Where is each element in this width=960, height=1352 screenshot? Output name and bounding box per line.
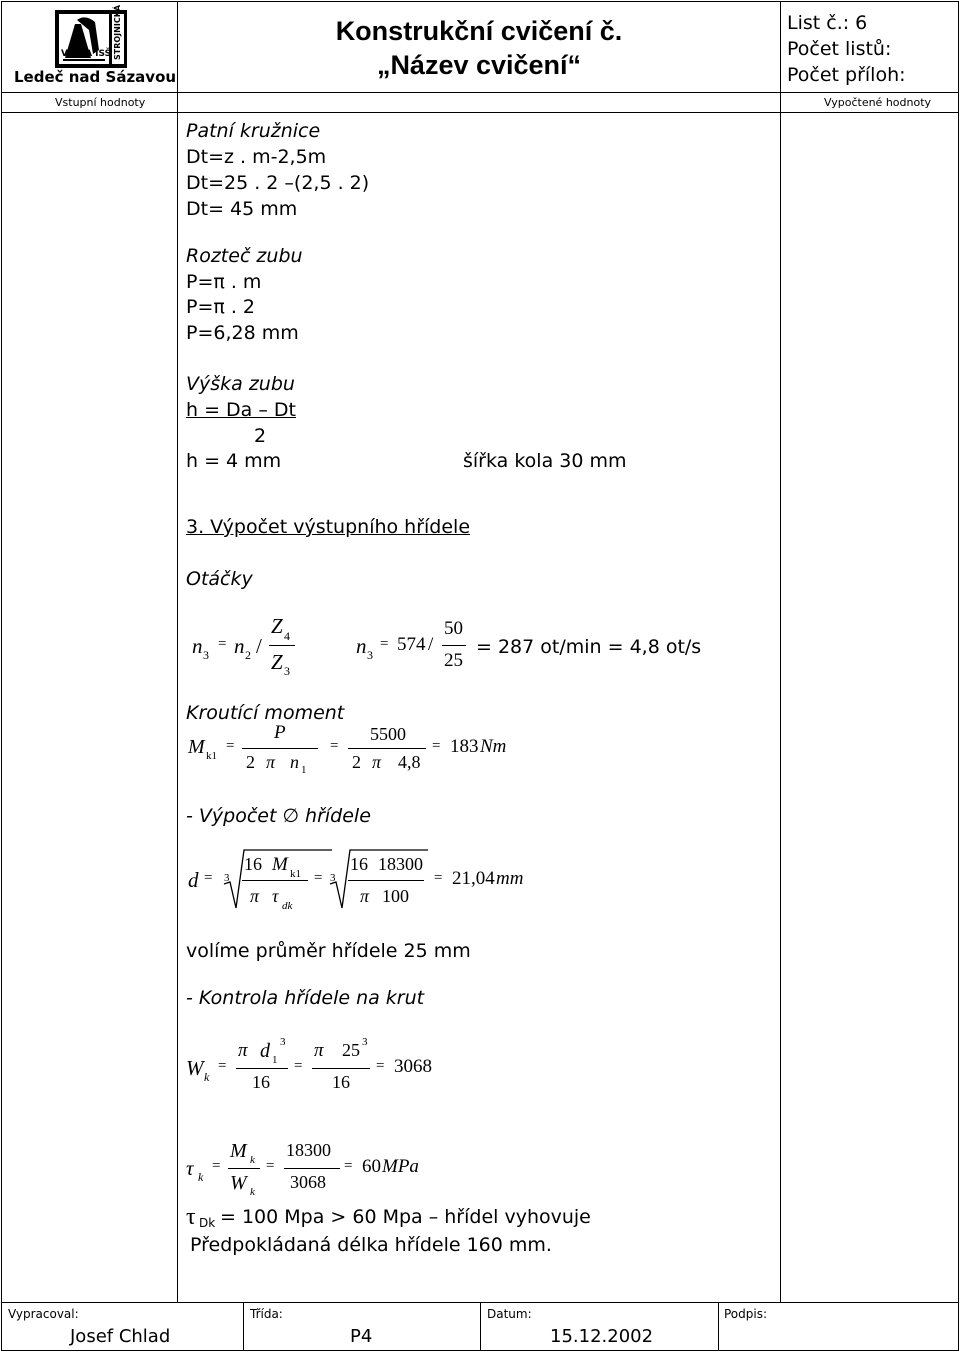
podpis-label: Podpis: (724, 1307, 768, 1321)
vypracoval-value: Josef Chlad (70, 1326, 171, 1347)
sub-3: 3 (367, 648, 373, 662)
patni-line: Dt= 45 mm (186, 198, 298, 220)
symbol-pi: π (266, 752, 276, 772)
fraction-bar (442, 645, 466, 646)
tau-dk-result: = 100 Mpa > 60 Mpa – hřídel vyhovuje (220, 1206, 591, 1228)
sub-2: 2 (245, 648, 251, 662)
sub-k: k (198, 1170, 204, 1184)
fraction-bar (236, 1068, 288, 1069)
sirka-kola: šířka kola 30 mm (463, 450, 627, 472)
var-m: M (230, 1140, 247, 1162)
sheet-number: List č.: 6 (787, 12, 868, 34)
school-name: Ledeč nad Sázavou (14, 68, 177, 86)
formula-krouticí-moment (186, 722, 546, 778)
vypocet-hridele-heading: - Výpočet ∅ hřídele (186, 805, 371, 827)
roztec-line: P=6,28 mm (186, 322, 299, 344)
sub-k: k (250, 1154, 255, 1166)
school-logo (55, 4, 127, 68)
var-n: n (356, 634, 367, 658)
kontrola-heading: - Kontrola hřídele na krut (186, 987, 425, 1009)
logo-text-school: VOŠ A ISŠ (61, 49, 112, 59)
footer-divider-1 (243, 1302, 244, 1351)
header-divider-right (780, 1, 781, 92)
unit-nm: Nm (480, 736, 507, 757)
var-d: d (260, 1040, 270, 1062)
tau-dk-line (186, 1204, 776, 1234)
equals: = (226, 738, 235, 754)
fraction-bar (228, 1168, 260, 1169)
header-bottom-line (1, 92, 959, 93)
unit-mpa: MPa (382, 1156, 419, 1177)
equals: = (314, 870, 323, 886)
var-n: n (192, 634, 203, 658)
equals: = (432, 738, 441, 754)
root-index: 3 (330, 872, 336, 884)
equals: = (266, 1158, 275, 1174)
fraction-bar (348, 880, 424, 881)
equals: = (204, 870, 213, 886)
value-16: 16 (332, 1072, 350, 1092)
sheet-count: Počet listů: (787, 38, 892, 60)
footer-divider-2 (480, 1302, 481, 1351)
trida-label: Třída: (250, 1307, 283, 1321)
slash: / (428, 634, 434, 655)
var-n: n (290, 752, 299, 772)
sub-1: 1 (272, 1054, 278, 1066)
formula-otacky-symbolic (186, 612, 306, 682)
fraction-bar (269, 645, 295, 646)
equals: = (344, 1158, 353, 1174)
equals: = (218, 636, 227, 652)
fraction-bar (348, 748, 426, 749)
equals: = (376, 1058, 385, 1074)
var-d: d (188, 868, 199, 892)
formula-tau-k (186, 1138, 466, 1198)
fraction-bar (242, 748, 318, 749)
patni-line: Dt=z . m-2,5m (186, 146, 327, 168)
sub-3: 3 (203, 648, 209, 662)
symbol-pi: π (250, 886, 260, 906)
fraction-bar (242, 880, 308, 881)
symbol-pi: π (238, 1040, 248, 1061)
sub-k1: k1 (290, 868, 301, 880)
sub-dk: dk (282, 900, 293, 912)
equals: = (330, 738, 339, 754)
value-60: 60 (362, 1156, 381, 1177)
sub-k1: k1 (206, 750, 217, 762)
var-z: Z (271, 614, 283, 638)
krouti-heading: Kroutící moment (186, 702, 345, 724)
equals: = (294, 1058, 303, 1074)
column-line-right (780, 92, 781, 1302)
value-100: 100 (382, 886, 409, 906)
value-16: 16 (252, 1072, 270, 1092)
footer-divider-3 (718, 1302, 719, 1351)
value-16: 16 (350, 854, 368, 874)
value-3068: 3068 (394, 1056, 432, 1077)
roztec-line: P=π . m (186, 271, 262, 293)
datum-value: 15.12.2002 (550, 1326, 654, 1347)
value-16: 16 (244, 854, 262, 874)
value-4-8: 4,8 (398, 752, 421, 772)
vypracoval-label: Vypracoval: (8, 1307, 79, 1321)
vyska-result: h = 4 mm (186, 450, 282, 472)
otacky-heading: Otáčky (186, 568, 253, 590)
symbol-pi: π (360, 886, 370, 906)
value-25: 25 (444, 650, 463, 671)
var-m: M (272, 854, 288, 875)
var-w: W (230, 1172, 247, 1194)
equals: = (212, 1158, 221, 1174)
fraction-bar (312, 1068, 370, 1069)
sup-3: 3 (362, 1036, 368, 1048)
sub-dk: Dk (199, 1216, 216, 1230)
sub-k: k (204, 1070, 210, 1084)
var-n: n (234, 634, 245, 658)
sub-4: 4 (284, 629, 290, 643)
var-m: M (188, 736, 205, 758)
symbol-tau: τ (272, 886, 279, 906)
value-574: 574 (397, 634, 426, 655)
slash: / (256, 634, 262, 658)
var-z: Z (271, 650, 283, 674)
sub-k: k (250, 1186, 255, 1198)
patni-line: Dt=25 . 2 –(2,5 . 2) (186, 172, 370, 194)
value-50: 50 (444, 618, 463, 639)
subheader-line (1, 112, 959, 113)
roztec-line: P=π . 2 (186, 296, 256, 318)
logo-text-vertical: STROJNICKÁ (113, 4, 122, 60)
value-18300: 18300 (378, 854, 423, 874)
exercise-name: „Název cvičení“ (376, 50, 582, 80)
sub-3: 3 (284, 664, 290, 678)
value-183: 183 (450, 736, 479, 757)
trida-value: P4 (350, 1326, 373, 1347)
equals: = (380, 636, 389, 652)
fraction-bar (284, 1168, 340, 1169)
var-p: P (274, 722, 286, 743)
column-line-left (177, 92, 178, 1302)
vyska-heading: Výška zubu (186, 373, 295, 395)
symbol-tau: τ (186, 1204, 196, 1230)
attachment-count: Počet příloh: (787, 64, 906, 86)
symbol-tau: τ (186, 1156, 194, 1180)
value-25: 25 (342, 1040, 360, 1060)
value-2: 2 (246, 752, 255, 772)
formula-otacky-numeric (350, 612, 710, 682)
vyska-denominator: 2 (254, 425, 267, 447)
value-21-04: 21,04 (452, 868, 495, 889)
sup-3: 3 (280, 1036, 286, 1048)
datum-label: Datum: (487, 1307, 532, 1321)
value-18300: 18300 (286, 1140, 331, 1160)
equals: = (434, 870, 443, 886)
otacky-result: = 287 ot/min = 4,8 ot/s (476, 636, 702, 658)
value-3068: 3068 (290, 1172, 326, 1192)
unit-mm: mm (496, 868, 524, 889)
volime-prumer: volíme průměr hřídele 25 mm (186, 940, 471, 962)
section-3-heading: 3. Výpočet výstupního hřídele (186, 516, 471, 538)
root-index: 3 (224, 872, 230, 884)
formula-wk (186, 1036, 466, 1098)
predpokladana-delka: Předpokládaná délka hřídele 160 mm. (190, 1234, 552, 1256)
value-2: 2 (352, 752, 361, 772)
outputs-label: Vypočtené hodnoty (824, 96, 932, 109)
roztec-heading: Rozteč zubu (186, 245, 303, 267)
patni-heading: Patní kružnice (186, 120, 321, 142)
formula-prumer-hridele (186, 848, 566, 912)
symbol-pi: π (314, 1040, 324, 1061)
exercise-title: Konstrukční cvičení č. (335, 16, 623, 46)
var-w: W (186, 1056, 204, 1080)
inputs-label: Vstupní hodnoty (55, 96, 146, 109)
vyska-formula: h = Da – Dt (186, 399, 296, 421)
sub-1: 1 (301, 764, 307, 776)
equals: = (218, 1058, 227, 1074)
value-5500: 5500 (370, 724, 406, 744)
symbol-pi: π (372, 752, 382, 772)
